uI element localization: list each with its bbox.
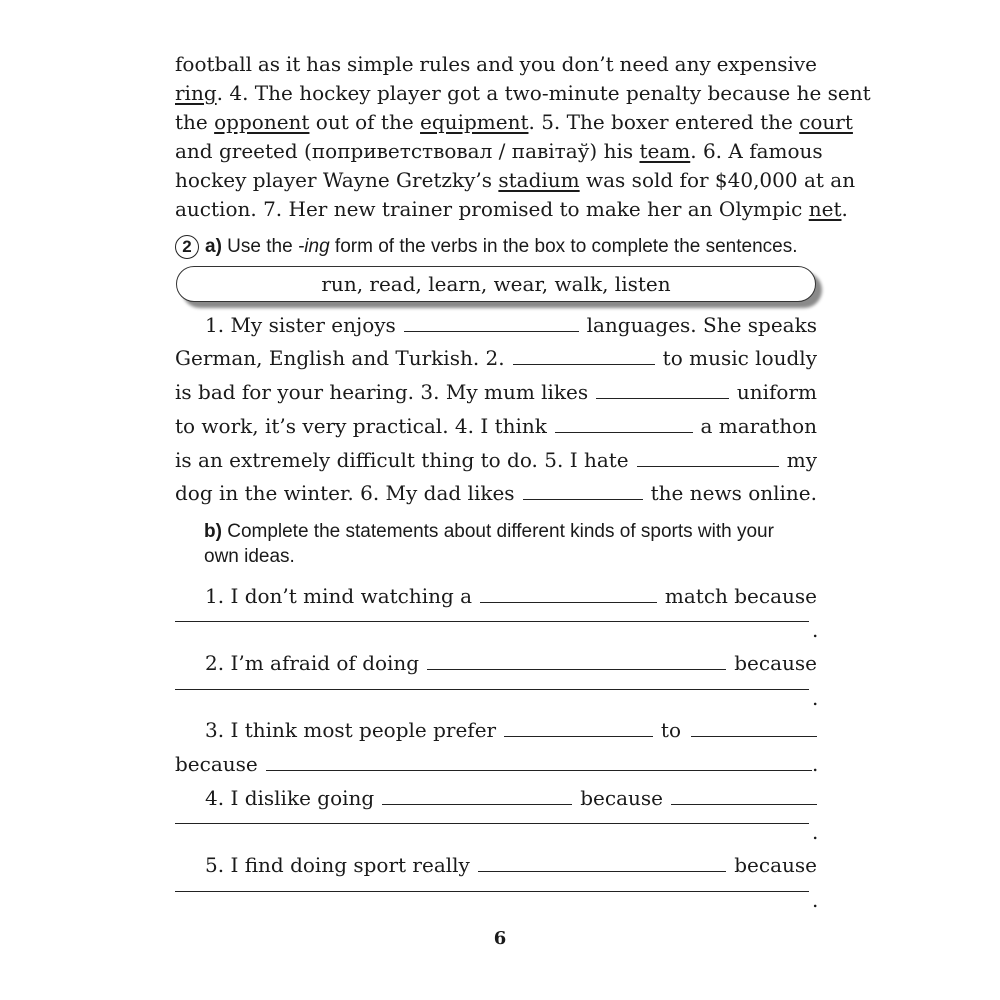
text: . 6. A famous bbox=[690, 139, 823, 163]
answer-blank[interactable] bbox=[266, 756, 812, 771]
text: form of the verbs in the box to complete the sentences. bbox=[329, 236, 798, 257]
answer-blank[interactable] bbox=[596, 384, 729, 399]
ex1-line-5 bbox=[175, 168, 856, 192]
ex2a-line-2 bbox=[175, 346, 817, 370]
answer-blank[interactable] bbox=[637, 452, 779, 467]
text: . 4. The hockey player got a two-minute penalty because he sent bbox=[216, 81, 871, 105]
period: . bbox=[812, 686, 819, 710]
answer-blank[interactable] bbox=[504, 722, 653, 737]
text: 1. My sister enjoys bbox=[205, 313, 396, 337]
ex2b-item-5 bbox=[175, 853, 817, 877]
ex2b-item-1 bbox=[175, 584, 817, 608]
text: match because bbox=[664, 584, 817, 608]
text: out of the bbox=[309, 110, 421, 134]
ex2b-instruction-line-1 bbox=[204, 521, 817, 543]
text: uniform bbox=[736, 380, 817, 404]
period: . bbox=[812, 752, 819, 776]
word-box bbox=[176, 266, 816, 302]
ex2a-line-1 bbox=[175, 313, 817, 337]
answer-line[interactable] bbox=[175, 891, 809, 892]
text: my bbox=[786, 448, 817, 472]
text: Use the bbox=[221, 236, 298, 257]
text: German, English and Turkish. 2. bbox=[175, 346, 505, 370]
part-label: b) bbox=[204, 521, 222, 542]
text: is bad for your hearing. 3. My mum likes bbox=[175, 380, 589, 404]
text: the news online. bbox=[650, 481, 817, 505]
answer-blank[interactable] bbox=[480, 588, 657, 603]
word: need bbox=[619, 52, 669, 76]
ex2b-instruction-line-2 bbox=[204, 546, 817, 568]
word: and bbox=[476, 52, 514, 76]
underlined-word: net bbox=[808, 197, 842, 221]
answer-line[interactable] bbox=[175, 689, 809, 690]
text: because bbox=[734, 853, 817, 877]
text: is an extremely difficult thing to do. 5. I hate bbox=[175, 448, 629, 472]
ex2b-item-3-cont bbox=[175, 752, 812, 776]
text: 1. I don’t mind watching a bbox=[205, 584, 473, 608]
ex2b-item-3 bbox=[175, 718, 817, 742]
period: . bbox=[812, 820, 819, 844]
text: hockey player Wayne Gretzky’s bbox=[175, 168, 499, 192]
text: because bbox=[175, 752, 258, 776]
ex1-line-3 bbox=[175, 110, 853, 134]
ex2b-item-2 bbox=[175, 651, 817, 675]
text: 5. I find doing sport really bbox=[205, 853, 470, 877]
text: . 5. The boxer entered the bbox=[528, 110, 800, 134]
word: it bbox=[285, 52, 301, 76]
text: because bbox=[580, 786, 663, 810]
answer-line[interactable] bbox=[175, 823, 809, 824]
underlined-word: court bbox=[799, 110, 853, 134]
text: was sold for $40,000 at an bbox=[579, 168, 856, 192]
underlined-word: equipment bbox=[420, 110, 529, 134]
text: auction. 7. Her new trainer promised to make her an Olympic bbox=[175, 197, 809, 221]
answer-line[interactable] bbox=[175, 621, 809, 622]
exercise-number: 2 bbox=[175, 235, 199, 259]
ex1-line-2 bbox=[175, 81, 871, 105]
word: rules bbox=[419, 52, 471, 76]
answer-blank[interactable] bbox=[513, 350, 655, 365]
ex2a-line-4 bbox=[175, 414, 817, 438]
page-number: 6 bbox=[493, 928, 507, 949]
text: 2. I’m afraid of doing bbox=[205, 651, 420, 675]
text: because bbox=[734, 651, 817, 675]
underlined-word: ring bbox=[175, 81, 217, 105]
ex2a-line-3 bbox=[175, 380, 817, 404]
answer-blank[interactable] bbox=[382, 790, 572, 805]
text: to music loudly bbox=[662, 346, 817, 370]
ex1-line-1 bbox=[175, 52, 817, 76]
period: . bbox=[812, 888, 819, 912]
text: Complete the statements about different kinds of sports with your bbox=[221, 521, 774, 542]
text: dog in the winter. 6. My dad likes bbox=[175, 481, 515, 505]
ex2a-instruction bbox=[175, 235, 817, 259]
word: football bbox=[175, 52, 253, 76]
underlined-word: stadium bbox=[498, 168, 580, 192]
answer-blank[interactable] bbox=[427, 655, 726, 670]
ex2a-line-6 bbox=[175, 481, 817, 505]
answer-blank[interactable] bbox=[555, 418, 693, 433]
part-label: a) bbox=[205, 236, 222, 257]
answer-blank[interactable] bbox=[478, 857, 726, 872]
answer-blank[interactable] bbox=[671, 790, 817, 805]
answer-blank[interactable] bbox=[691, 722, 817, 737]
ex2a-line-5 bbox=[175, 448, 817, 472]
ex1-line-4 bbox=[175, 139, 823, 163]
text: 4. I dislike going bbox=[205, 786, 375, 810]
text: -ing bbox=[297, 236, 330, 257]
word: as bbox=[257, 52, 281, 76]
text: to work, it’s very practical. 4. I think bbox=[175, 414, 547, 438]
text: 3. I think most people prefer bbox=[205, 718, 497, 742]
text: . bbox=[841, 197, 848, 221]
underlined-word: opponent bbox=[214, 110, 310, 134]
word: don’t bbox=[561, 52, 614, 76]
word: simple bbox=[346, 52, 414, 76]
ex2b-item-4 bbox=[175, 786, 817, 810]
text: a marathon bbox=[700, 414, 817, 438]
underlined-word: team bbox=[639, 139, 691, 163]
word: any bbox=[674, 52, 711, 76]
answer-blank[interactable] bbox=[523, 485, 643, 500]
text: the bbox=[175, 110, 215, 134]
period: . bbox=[812, 618, 819, 642]
text: and greeted (поприветствовал / павітаў) his bbox=[175, 139, 640, 163]
word: has bbox=[306, 52, 342, 76]
answer-blank[interactable] bbox=[404, 317, 579, 332]
ex1-line-6 bbox=[175, 197, 848, 221]
word-box-text: run, read, learn, wear, walk, listen bbox=[321, 272, 671, 296]
text: own ideas. bbox=[204, 546, 295, 567]
text: languages. She speaks bbox=[586, 313, 817, 337]
word: you bbox=[519, 52, 556, 76]
word: expensive bbox=[716, 52, 817, 76]
text: to bbox=[660, 718, 681, 742]
